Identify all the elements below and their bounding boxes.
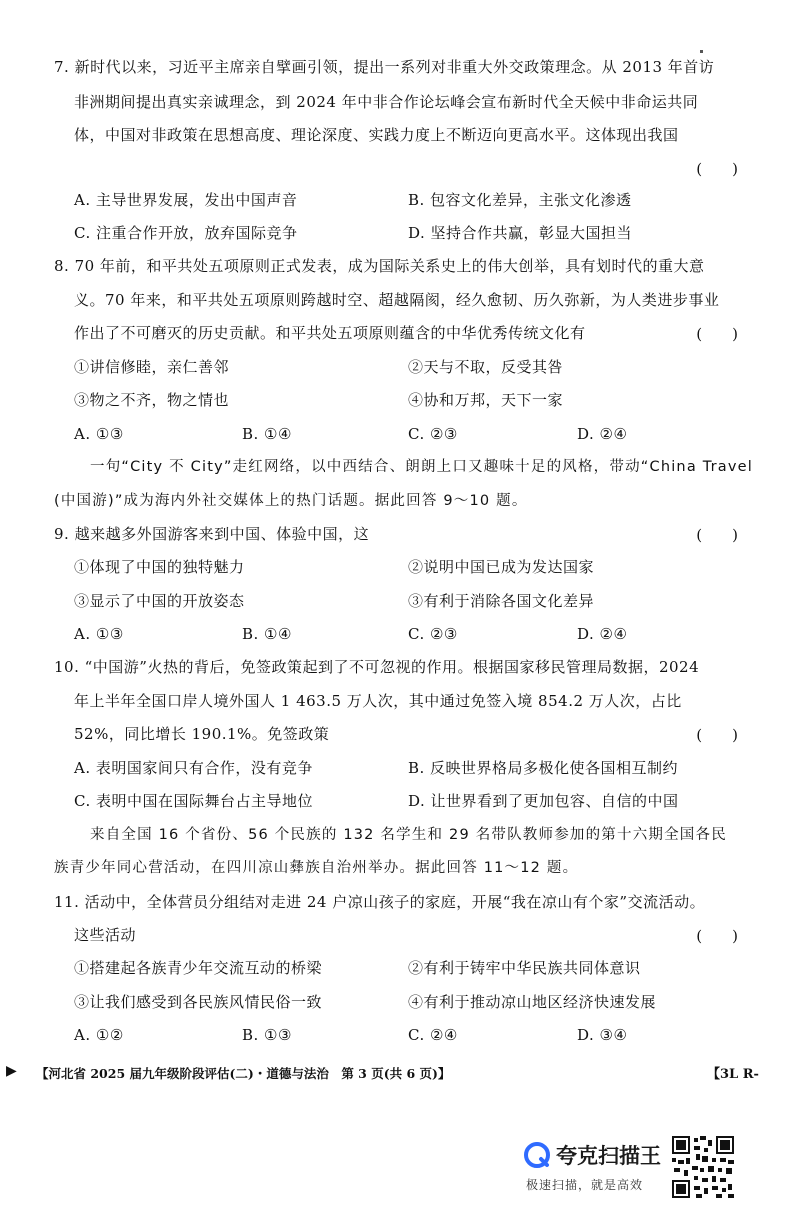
q11-answer-paren: ( ) [696, 927, 738, 945]
q7-option-c: C. 注重合作开放，放弃国际竞争 [74, 224, 298, 242]
q10-line-1: 10. “中国游”火热的背后，免签政策起到了不可忽视的作用。根据国家移民管理局数据，2024 [54, 658, 700, 676]
q11-statement-1: ①搭建起各族青少年交流互动的桥梁 [74, 959, 323, 977]
q8-statement-4: ④协和万邦，天下一家 [408, 391, 564, 409]
q11-statement-3: ③让我们感受到各民族风情民俗一致 [74, 993, 323, 1011]
paper-code-tag: 【3L R- [707, 1067, 759, 1082]
q11-choice-a: A. ①② [74, 1026, 124, 1044]
q8-statement-2: ②天与不取，反受其咎 [408, 358, 564, 376]
q10-answer-paren: ( ) [696, 726, 738, 744]
q10-option-b: B. 反映世界格局多极化使各国相互制约 [408, 759, 679, 777]
q9-choice-a: A. ①③ [74, 625, 124, 643]
q10-line-2: 年上半年全国口岸人境外国人 1 463.5 万人次，其中通过免签入境 854.2 万人次，占比 [74, 692, 682, 710]
q10-option-c: C. 表明中国在国际舞台占主导地位 [74, 792, 313, 810]
q9-stem: 9. 越来越多外国游客来到中国、体验中国，这 [54, 525, 370, 543]
scanner-slogan: 极速扫描，就是高效 [526, 1178, 644, 1192]
q7-option-d: D. 坚持合作共赢，彰显大国担当 [408, 224, 633, 242]
q7-option-b: B. 包容文化差异，主张文化渗透 [408, 191, 632, 209]
q11-choice-b: B. ①③ [242, 1026, 292, 1044]
q9-statement-3: ③显示了中国的开放姿态 [74, 592, 245, 610]
scan-edge-mark: ▶ [6, 1063, 17, 1079]
q9-statement-1: ①体现了中国的独特魅力 [74, 558, 245, 576]
q11-statement-2: ②有利于铸牢中华民族共同体意识 [408, 959, 641, 977]
q7-line-3: 体，中国对非政策在思想高度、理论深度、实践力度上不断迈向更高水平。这体现出我国 [74, 126, 679, 144]
q8-line-3: 作出了不可磨灭的历史贡献。和平共处五项原则蕴含的中华优秀传统文化有 [74, 324, 586, 342]
q11-statement-4: ④有利于推动凉山地区经济快速发展 [408, 993, 657, 1011]
q11-line-2: 这些活动 [74, 926, 137, 944]
intro-9-10-line-2: (中国游)”成为海内外社交媒体上的热门话题。据此回答 9～10 题。 [54, 493, 528, 509]
scanner-watermark [520, 1134, 670, 1192]
q8-statement-1: ①讲信修睦，亲仁善邻 [74, 358, 230, 376]
scan-speck [700, 50, 703, 53]
q9-choice-c: C. ②③ [408, 625, 458, 643]
q9-statement-4: ③有利于消除各国文化差异 [408, 592, 595, 610]
q10-line-3: 52%，同比增长 190.1%。免签政策 [74, 725, 330, 743]
q7-line-1: 7. 新时代以来，习近平主席亲自擘画引领，提出一系列对非重大外交政策理念。从 2013 年首访 [54, 58, 715, 76]
q10-option-d: D. 让世界看到了更加包容、自信的中国 [408, 792, 679, 810]
q9-statement-2: ②说明中国已成为发达国家 [408, 558, 595, 576]
q10-option-a: A. 表明国家间只有合作，没有竞争 [74, 759, 313, 777]
q8-line-1: 8. 70 年前，和平共处五项原则正式发表，成为国际关系史上的伟大创举，具有划时代的重大意 [54, 257, 705, 275]
q11-choice-d: D. ③④ [577, 1026, 628, 1044]
q11-choice-c: C. ②④ [408, 1026, 458, 1044]
q8-choice-b: B. ①④ [242, 425, 292, 443]
q8-choice-c: C. ②③ [408, 425, 458, 443]
q8-choice-d: D. ②④ [577, 425, 628, 443]
q8-statement-3: ③物之不齐，物之情也 [74, 391, 230, 409]
q11-line-1: 11. 活动中，全体营员分组结对走进 24 户凉山孩子的家庭，开展“我在凉山有个家”交流活动。 [54, 893, 706, 911]
q9-choice-b: B. ①④ [242, 625, 292, 643]
q9-choice-d: D. ②④ [577, 625, 628, 643]
q8-line-2: 义。70 年来，和平共处五项原则跨越时空、超越隔阂，经久愈韧、历久弥新，为人类进步事业 [74, 291, 720, 309]
intro-11-12-line-2: 族青少年同心营活动，在四川凉山彝族自治州举办。据此回答 11～12 题。 [54, 860, 579, 876]
q7-answer-paren: ( ) [696, 160, 738, 178]
scanner-brand-name: 夸克扫描王 [556, 1144, 661, 1168]
intro-9-10-line-1: 一句“City 不 City”走红网络，以中西结合、朗朗上口又趣味十足的风格，带动“China Travel [90, 459, 754, 475]
q7-option-a: A. 主导世界发展，发出中国声音 [74, 191, 298, 209]
q8-choice-a: A. ①③ [74, 425, 124, 443]
qr-code-icon [672, 1136, 734, 1198]
q8-answer-paren: ( ) [696, 325, 738, 343]
intro-11-12-line-1: 来自全国 16 个省份、56 个民族的 132 名学生和 29 名带队教师参加的第十六期全国各民 [90, 827, 727, 843]
q9-answer-paren: ( ) [696, 526, 738, 544]
page-footer: 【河北省 2025 届九年级阶段评估(二)・道德与法治 第 3 页(共 6 页)】 [36, 1066, 451, 1081]
quark-logo-icon [524, 1142, 550, 1168]
q7-line-2: 非洲期间提出真实亲诚理念，到 2024 年中非合作论坛峰会宣布新时代全天候中非命运共同 [74, 93, 699, 111]
